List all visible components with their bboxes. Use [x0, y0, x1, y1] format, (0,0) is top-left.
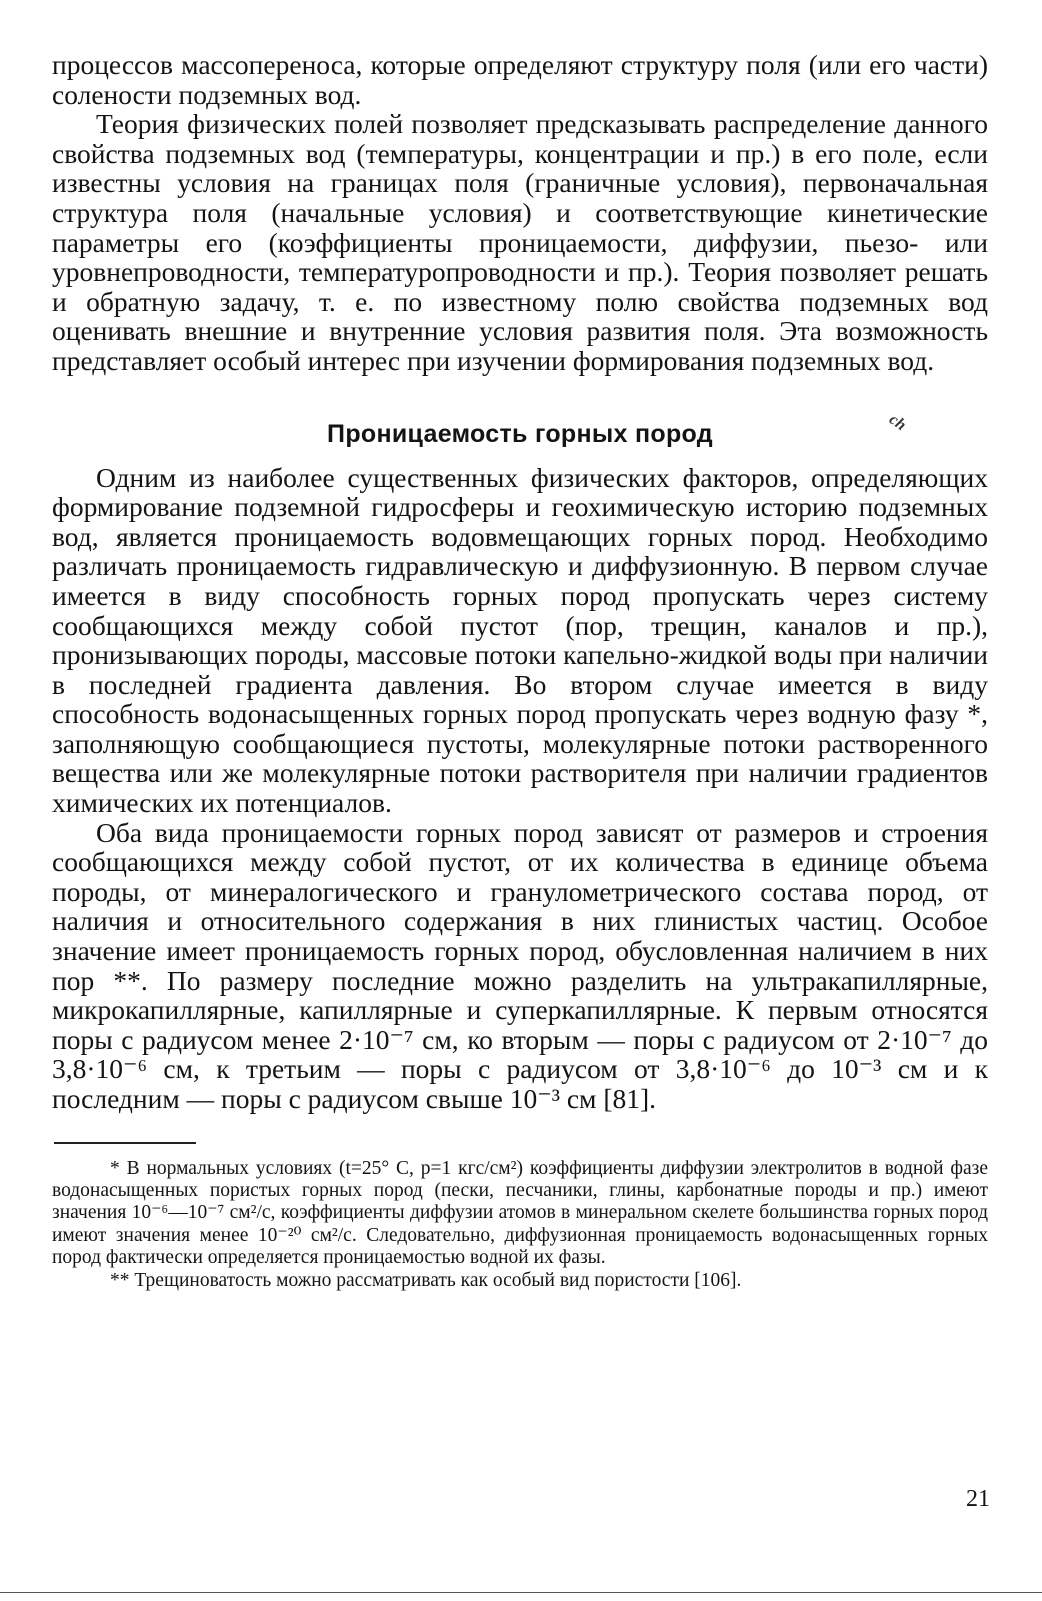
section-heading-text: Проницаемость горных пород: [327, 419, 713, 448]
section-heading: [52, 410, 988, 449]
paragraph-continuation: процессов массопереноса, которые определяют структуру поля (или его части) солености подземных вод.: [52, 49, 988, 110]
footnote-diffusion: * В нормальных условиях (t=25° С, p=1 кгс/см²) коэффициенты диффузии электролитов в водной фазе водонасыщенных пористых горных пород (пески, песчаники, глины, карбонатные породы и пр.) имеют значения 10⁻⁶—10⁻⁷ см²/с, коэффициенты диффузии атомов в минеральном скелете большинства горных пород имеют значения менее 10⁻²⁰ см²/с. Следовательно, диффузионная проницаемость водонасыщенных горных пород фактически определяется проницаемостью водной их фазы.: [52, 1157, 988, 1269]
paragraph-permeability-types: Одним из наиболее существенных физических факторов, определяющих формирование подземной гидросферы и геохимическую историю подземных вод, является проницаемость водовмещающих горных пород. Необходимо различать проницаемость гидравлическую и диффузионную. В первом случае имеется в виду способность горных пород пропускать через систему сообщающихся между собой пустот (пор, трещин, каналов и пр.), пронизывающих породы, массовые потоки капельно-жидкой воды при наличии в последней градиента давления. Во втором случае имеется в виду способность водонасыщенных горных пород пропускать через водную фазу *, заполняющую сообщающиеся пустоты, молекулярные потоки растворенного вещества или же молекулярные потоки растворителя при наличии градиентов химических их потенциалов.: [52, 461, 988, 819]
page-number: 21: [966, 1486, 990, 1512]
paragraph-pore-sizes: Оба вида проницаемости горных пород зависят от размеров и строения сообщающихся между собой пустот, от их количества в единице объема породы, от минералогического и гранулометрического состава пород, от наличия и относительного содержания в них глинистых частиц. Особое значение имеет проницаемость горных пород, обусловленная наличием в них пор **. По размеру последние можно разделить на ультракапиллярные, микрокапиллярные, капиллярные и суперкапиллярные. К первым относятся поры с радиусом менее 2·10⁻⁷ см, ко вторым — поры с радиусом от 2·10⁻⁷ до 3,8·10⁻⁶ см, к третьим — поры с радиусом от 3,8·10⁻⁶ до 10⁻³ см и к последним — поры с радиусом свыше 10⁻³ см [81].: [52, 816, 988, 1114]
page-body: [52, 50, 988, 1292]
paragraph-field-theory: Теория физических полей позволяет предсказывать распределение данного свойства подземных вод (температуры, концентрации и пр.) в его поле, если известны условия на границах поля (граничные условия), первоначальная структура поля (начальные условия) и соответствующие кинетические параметры его (коэффициенты проницаемости, диффузии, пьезо- или уровнепроводности, температуропроводности и пр.). Теория позволяет решать и обратную задачу, т. е. по известному полю свойства подземных вод оценивать внешние и внутренние условия развития поля. Эта возможность представляет особый интерес при изучении формирования подземных вод.: [52, 108, 988, 376]
footnote-fracturing: ** Трещиноватость можно рассматривать как особый вид пористости [106].: [110, 1269, 742, 1291]
scan-bottom-edge: [0, 1592, 1042, 1593]
footnote-separator: [54, 1142, 196, 1144]
handwritten-margin-note: ch: [886, 410, 910, 434]
